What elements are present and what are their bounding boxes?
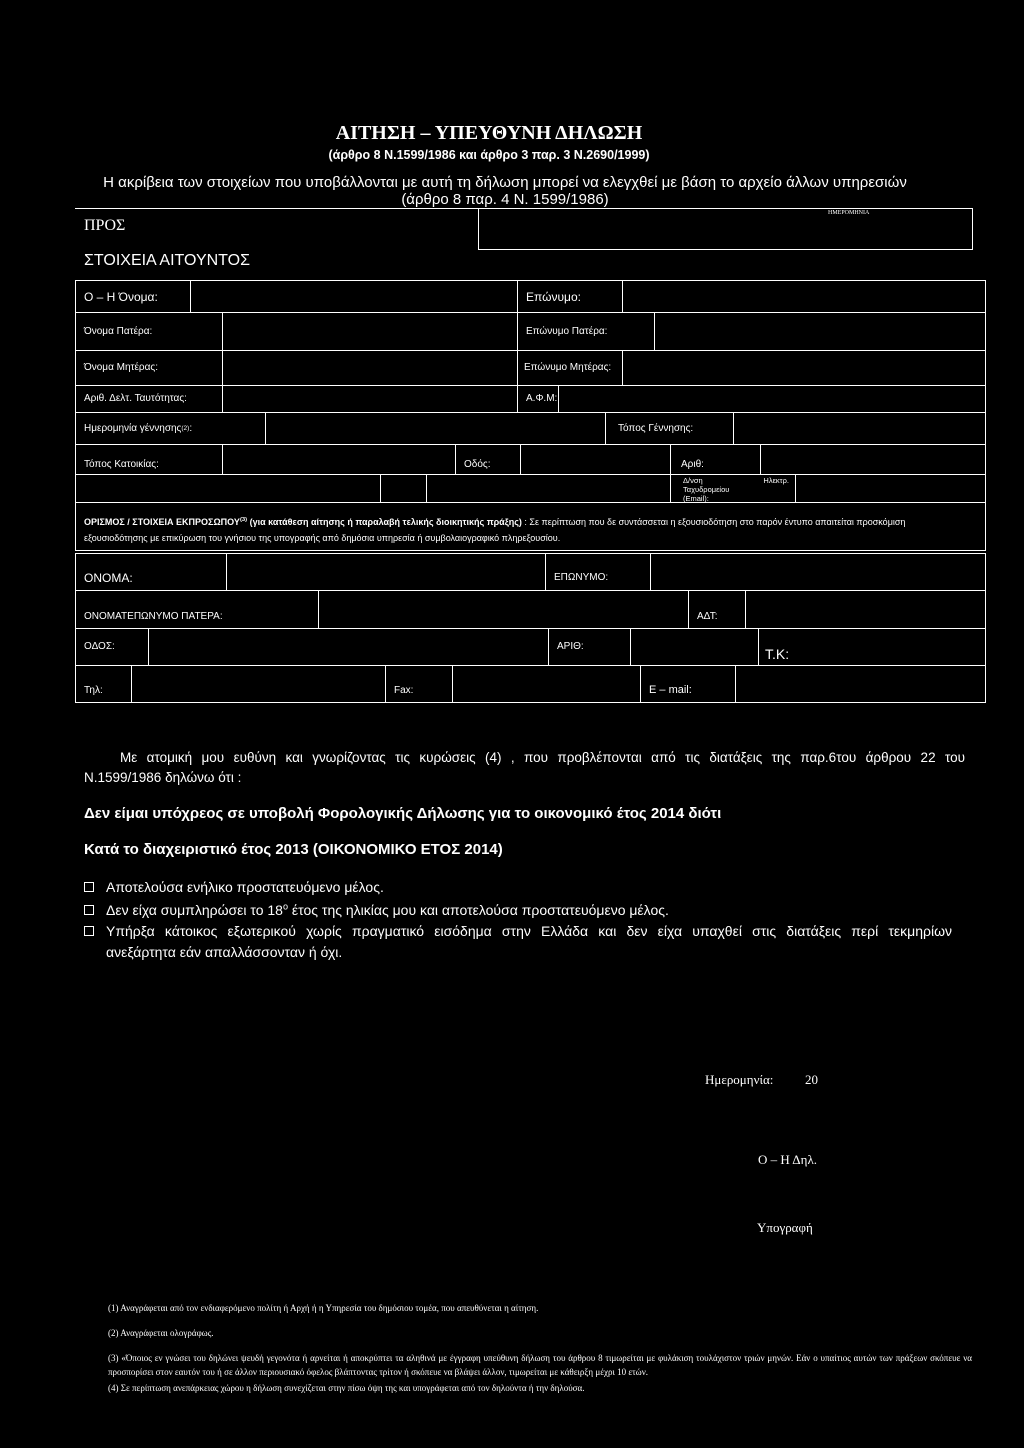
accuracy-reference: (άρθρο 8 παρ. 4 Ν. 1599/1986) bbox=[401, 191, 609, 208]
signature-date-label: Ημερομηνία: bbox=[705, 1072, 774, 1087]
father-surname-field[interactable] bbox=[654, 312, 986, 351]
declaration-statement: Δεν είμαι υπόχρεος σε υποβολή Φορολογικής Δήλωσης για το οικονομικό έτος 2014 διότι bbox=[84, 805, 722, 822]
declaration-intro-line1: Με ατομική μου ευθύνη και γνωρίζοντας τις κυρώσεις (4) , που προβλέπονται από τις διατάξεις της παρ.6του άρθρου 22 του bbox=[120, 750, 965, 765]
email-field[interactable] bbox=[795, 474, 986, 503]
rep-father-fullname-field[interactable] bbox=[318, 590, 689, 629]
footnote-1: (1) Αναγράφεται από τον ενδιαφερόμενο πολίτη ή Αρχή ή η Υπηρεσία του δημόσιου τομέα, που απευθύνεται η αίτηση. bbox=[108, 1303, 539, 1313]
rep-phone-field[interactable] bbox=[131, 665, 386, 703]
rep-postcode-field[interactable] bbox=[758, 628, 986, 666]
first-name-label: Ο – Η Όνομα: bbox=[75, 280, 191, 313]
number-label: Αριθ: bbox=[670, 444, 761, 475]
date-label: ΗΜΕΡΟΜΗΝΙΑ bbox=[828, 210, 870, 216]
date-field[interactable] bbox=[478, 208, 973, 250]
email-label: Δ/νση Ηλεκτρ. Ταχυδρομείου (Email): bbox=[670, 474, 796, 503]
rep-phone-label: Τηλ: bbox=[75, 665, 132, 703]
legal-basis: (άρθρο 8 Ν.1599/1986 και άρθρο 3 παρ. 3 Ν.2690/1999) bbox=[328, 148, 650, 162]
declaration-period: Κατά το διαχειριστικό έτος 2013 (ΟΙΚΟΝΟΜΙΚΟ ΕΤΟΣ 2014) bbox=[84, 841, 503, 858]
afm-label: Α.Φ.Μ: bbox=[517, 385, 559, 413]
residence-field[interactable] bbox=[222, 444, 456, 475]
applicant-section-title: ΣΤΟΙΧΕΙΑ ΑΙΤΟΥΝΤΟΣ bbox=[84, 252, 250, 269]
id-card-field[interactable] bbox=[222, 385, 518, 413]
option-3-label-continued: ανεξάρτητα εάν απαλλάσσονταν ή όχι. bbox=[106, 944, 343, 960]
page-title: ΑΙΤΗΣΗ – ΥΠΕΥΘΥΝΗ ΔΗΛΩΣΗ bbox=[335, 122, 643, 144]
signature-date-year[interactable]: 20 bbox=[805, 1072, 818, 1087]
option-1-label: Αποτελούσα ενήλικο προστατευόμενο μέλος. bbox=[106, 879, 384, 895]
mother-surname-field[interactable] bbox=[622, 350, 986, 386]
recipient-label: ΠΡΟΣ bbox=[84, 217, 126, 234]
father-name-label: Όνομα Πατέρα: bbox=[75, 312, 223, 351]
applicant-extra-field-2[interactable] bbox=[380, 474, 427, 503]
first-name-field[interactable] bbox=[190, 280, 518, 313]
mother-name-field[interactable] bbox=[222, 350, 518, 386]
rep-postcode-label: Τ.Κ: bbox=[765, 646, 790, 662]
footnote-3-marker: (3) bbox=[239, 517, 248, 523]
option-2-checkbox[interactable] bbox=[84, 905, 94, 915]
option-3-checkbox[interactable] bbox=[84, 926, 94, 936]
birth-place-label: Τόπος Γέννησης: bbox=[605, 412, 734, 445]
recipient-field[interactable] bbox=[75, 208, 479, 250]
applicant-extra-field-3[interactable] bbox=[426, 474, 671, 503]
rep-email-field[interactable] bbox=[735, 665, 986, 703]
applicant-extra-field-1[interactable] bbox=[75, 474, 381, 503]
surname-field[interactable] bbox=[622, 280, 986, 313]
residence-label: Τόπος Κατοικίας: bbox=[75, 444, 223, 475]
footnote-2: (2) Αναγράφεται ολογράφως. bbox=[108, 1328, 214, 1338]
number-field[interactable] bbox=[760, 444, 986, 475]
signature-label: Υπογραφή bbox=[757, 1220, 813, 1235]
birth-date-label: Ημερομηνία γέννησης (2) : bbox=[75, 412, 266, 445]
id-card-label: Αριθ. Δελτ. Ταυτότητας: bbox=[75, 385, 223, 413]
rep-surname-field[interactable] bbox=[650, 553, 986, 591]
rep-adt-field[interactable] bbox=[745, 590, 986, 629]
father-surname-label: Επώνυμο Πατέρα: bbox=[517, 312, 655, 351]
rep-name-field[interactable] bbox=[226, 553, 546, 591]
mother-name-label: Όνομα Μητέρας: bbox=[75, 350, 223, 386]
mother-surname-label: Επώνυμο Μητέρας: bbox=[517, 350, 623, 386]
declaration-intro-line2: Ν.1599/1986 δηλώνω ότι : bbox=[84, 770, 242, 785]
footnote-4: (4) Σε περίπτωση ανεπάρκειας χώρου η δήλωση συνεχίζεται στην πίσω όψη της και υπογράφεται από τον δηλούντα ή την δηλούσα. bbox=[108, 1383, 585, 1393]
rep-father-fullname-label: ΟΝΟΜΑΤΕΠΩΝΥΜΟ ΠΑΤΕΡΑ: bbox=[75, 590, 319, 629]
option-1-checkbox[interactable] bbox=[84, 882, 94, 892]
rep-name-label: ΟΝΟΜΑ: bbox=[75, 553, 227, 591]
birth-date-field[interactable] bbox=[265, 412, 606, 445]
option-3-label: Υπήρξα κάτοικος εξωτερικού χωρίς πραγματικό εισόδημα στην Ελλάδα και δεν είχα υπαχθεί στις διατάξεις περί τεκμηρίων bbox=[106, 923, 952, 939]
birth-place-field[interactable] bbox=[733, 412, 986, 445]
father-name-field[interactable] bbox=[222, 312, 518, 351]
rep-surname-label: ΕΠΩΝΥΜΟ: bbox=[545, 553, 651, 591]
street-label: Οδός: bbox=[455, 444, 521, 475]
rep-street-field[interactable] bbox=[148, 628, 549, 666]
surname-label: Επώνυμο: bbox=[517, 280, 623, 313]
rep-fax-field[interactable] bbox=[452, 665, 641, 703]
rep-number-field[interactable] bbox=[630, 628, 759, 666]
rep-fax-label: Fax: bbox=[385, 665, 453, 703]
representative-heading: ΟΡΙΣΜΟΣ / ΣΤΟΙΧΕΙΑ ΕΚΠΡΟΣΩΠΟΥ$^{(3)}$ (για κατάθεση αίτησης ή παραλαβή τελικής διοικητικής πράξης) : Σε περίπτωση που δε συντάσσεται η εξουσιοδότηση στο παρόν έντυπο απαιτείται προσκόμιση εξουσιοδότησης με επικύρωση του γνήσιου της υπογραφής από δημόσια υπηρεσία ή συμβολαιογραφικό πληρεξουσίου. bbox=[75, 502, 986, 551]
rep-street-label: ΟΔΟΣ: bbox=[75, 628, 149, 666]
accuracy-note: Η ακρίβεια των στοιχείων που υποβάλλονται με αυτή τη δήλωση μπορεί να ελεγχθεί με βάση το αρχείο άλλων υπηρεσιών bbox=[103, 174, 907, 191]
street-field[interactable] bbox=[520, 444, 671, 475]
rep-adt-label: ΑΔΤ: bbox=[688, 590, 746, 629]
afm-field[interactable] bbox=[558, 385, 986, 413]
footnote-3: (3) «Όποιος εν γνώσει του δηλώνει ψευδή γεγονότα ή αρνείται ή αποκρύπτει τα αληθινά με έγγραφη υπεύθυνη δήλωση του άρθρου 8 τιμωρείται με φυλάκιση τουλάχιστον τριών μηνών. Εάν ο υπαίτιος αυτών των πράξεων σκόπευε να προσπορίσει στον εαυτόν του ή σε άλλον περιουσιακό όφελος βλάπτοντας τρίτον ή σκόπευε να βλάψει άλλον, τιμωρείται με κάθειρξη μέχρι 10 ετών. bbox=[108, 1353, 972, 1377]
rep-email-label: E – mail: bbox=[640, 665, 736, 703]
rep-number-label: ΑΡΙΘ: bbox=[548, 628, 631, 666]
declarant-label: Ο – Η Δηλ. bbox=[758, 1152, 818, 1167]
option-2-label: Δεν είχα συμπληρώσει το $18^o$ έτος της ηλικίας μου και αποτελούσα προστατευόμενο μέλος. bbox=[106, 901, 669, 918]
